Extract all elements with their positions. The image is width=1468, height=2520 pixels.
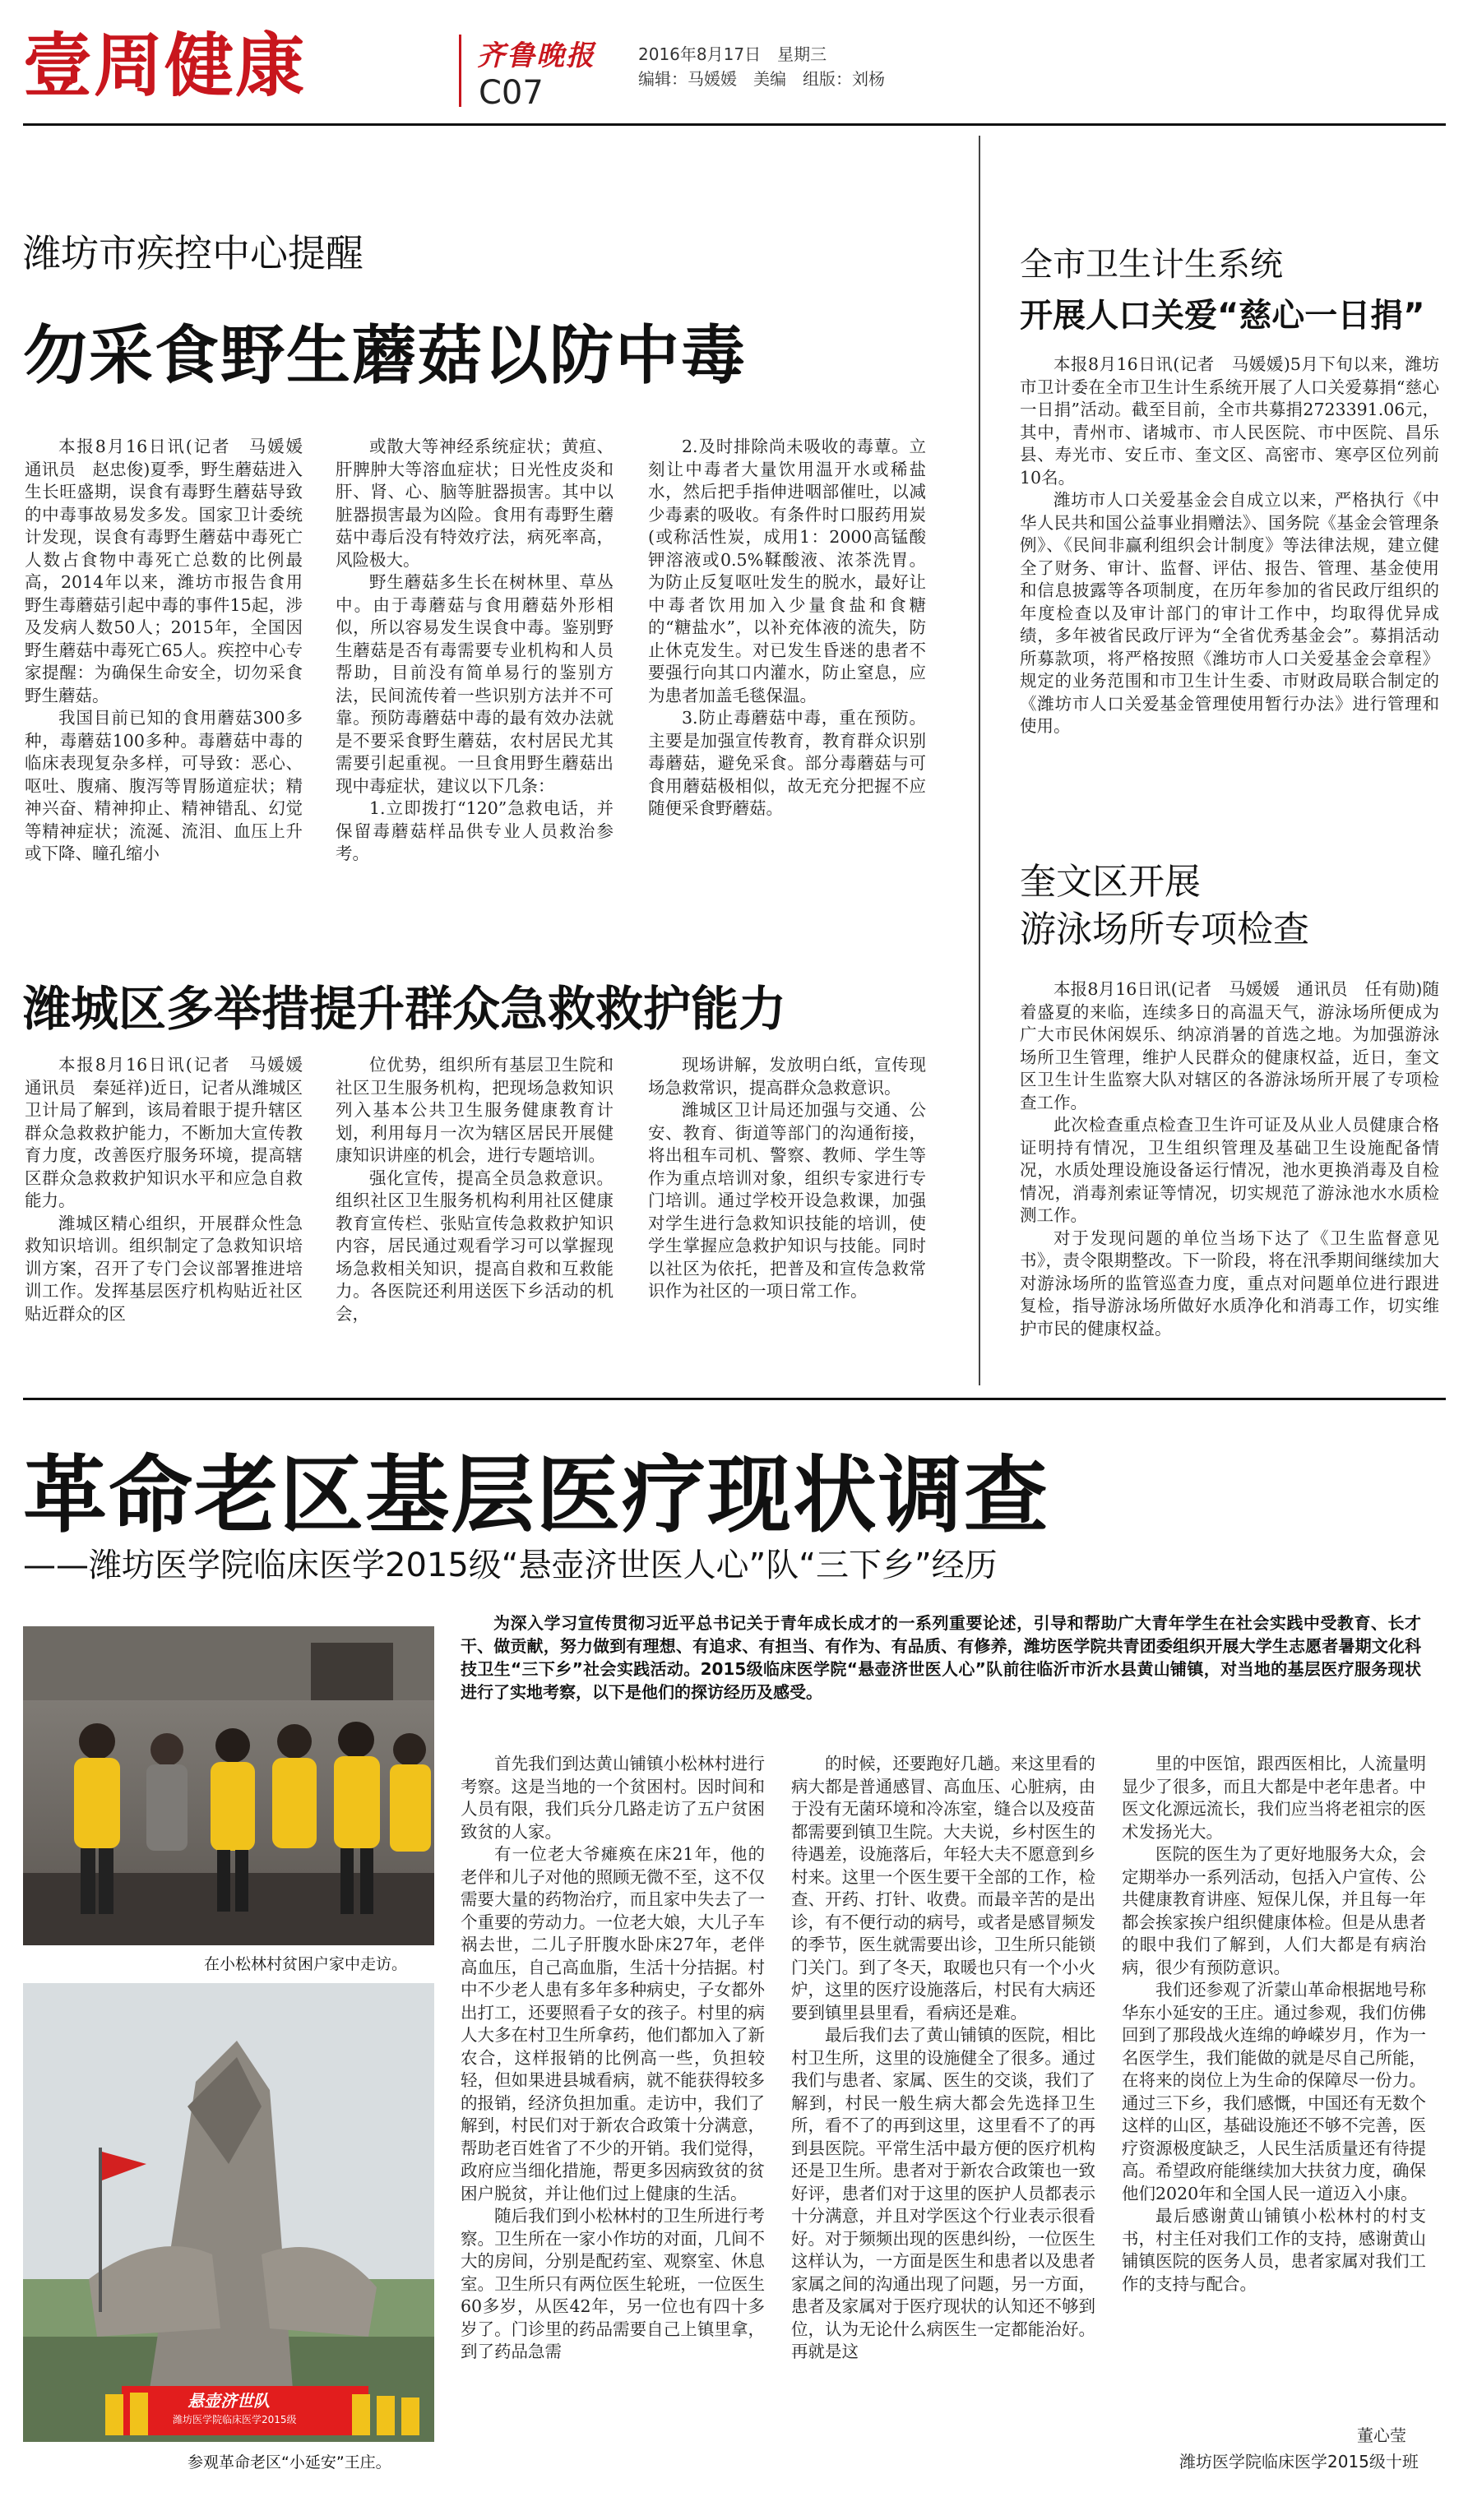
paragraph: 潍城区卫计局还加强与交通、公安、教育、街道等部门的沟通衔接，将出租车司机、警察、教师、学生等作为重点培训对象，组织专家进行专门培训。通过学校开设急救课，加强对学生进行急救知识技能的培训，使学生掌握应急救护知识与技能。同时以社区为依托，把普及和宣传急救常识作为社区的一项日常工作。 [648, 1100, 926, 1301]
sidebar1-headline: 开展人口关爱“慈心一日捐” [1020, 297, 1425, 335]
feature-intro [461, 1611, 1421, 1704]
feature-column-1 [461, 1753, 765, 2476]
byline-name: 董心莹 [1357, 2425, 1406, 2445]
paragraph: 最后感谢黄山铺镇小松林村的村支书，村主任对我们工作的支持，感谢黄山铺镇医院的医务人员，患者家属对我们工作的支持与配合。 [1122, 2206, 1426, 2294]
paragraph: 3.防止毒蘑菇中毒，重在预防。主要是加强宣传教育，教育群众识别毒蘑菇，避免采食。部分毒蘑菇与可食用蘑菇极相似，故无充分把握不应随便采食野蘑菇。 [648, 708, 926, 818]
section-title: 壹周健康 [23, 25, 307, 106]
sidebar2-headline: 游泳场所专项检查 [1020, 909, 1309, 950]
banner-text: 悬壶济世队 [188, 2391, 270, 2411]
paragraph: 潍城区精心组织，开展群众性急救知识培训。组织制定了急救知识培训方案，召开了专门会议部署推进培训工作。发挥基层医疗机构贴近社区贴近群众的区 [25, 1213, 303, 1324]
sidebar1-body [1020, 354, 1439, 814]
editors-line: 编辑：马媛媛 美编 组版：刘杨 [638, 69, 885, 89]
paragraph: 此次检查重点检查卫生许可证及从业人员健康合格证明持有情况，卫生组织管理及基础卫生设施配备情况，水质处理设施设备运行情况，池水更换消毒及自检情况，消毒剂索证等情况，切实规范了游泳池水水质检测工作。 [1020, 1115, 1439, 1225]
article2-column-1 [25, 1054, 320, 1383]
article1-column-2 [336, 436, 614, 946]
paragraph: 医院的医生为了更好地服务大众，会定期举办一系列活动，包括入户宣传、公共健康教育讲座、短保儿保，并且每一年都会挨家挨户组织健康体检。但是从患者的眼中我们了解到，人们大都是有病治病，很少有预防意识。 [1122, 1844, 1426, 1977]
article1-column-3 [648, 436, 926, 946]
issue-date: 2016年8月17日 星期三 [638, 44, 827, 64]
paragraph: 有一位老大爷瘫痪在床21年，他的老伴和儿子对他的照顾无微不至，这不仅需要大量的药物治疗，而且家中失去了一个重要的劳动力。一位老大娘，大儿子车祸去世，二儿子肝腹水卧床27年，老伴高血压，自己高血脂，生活十分拮据。村中不少老人患有多年多种病史，子女都外出打工，还要照看子女的孩子。村里的病人大多在村卫生所拿药，他们都加入了新农合，这样报销的比例高一些，负担较轻，但如果进县城看病，就不能获得较多的报销，经济负担加重。走访中，我们了解到，村民们对于新农合政策十分满意，帮助老百姓省了不少的开销。我们觉得，政府应当细化措施，帮更多因病致贫的贫困户脱贫，并让他们过上健康的生活。 [461, 1844, 765, 2203]
column-divider [979, 136, 980, 1385]
sidebar2-body [1020, 978, 1439, 1381]
feature-column-3 [1122, 1753, 1426, 2411]
paragraph: 1.立即拨打“120”急救电话，并保留毒蘑菇样品供专业人员救治参考。 [336, 798, 614, 863]
article1-kicker: 潍坊市疾控中心提醒 [23, 231, 364, 275]
paragraph: 本报8月16日讯(记者 马媛媛 通讯员 任有勋)随着盛夏的来临，连续多日的高温天气，游泳场所便成为广大市民休闲娱乐、纳凉消暑的首选之地。为加强游泳场所卫生管理，维护人民群众的健康权益，近日，奎文区卫生计生监察大队对辖区的各游泳场所开展了专项检查工作。 [1020, 979, 1439, 1112]
paragraph: 野生蘑菇多生长在树林里、草丛中。由于毒蘑菇与食用蘑菇外形相似，所以容易发生误食中毒。鉴别野生蘑菇是否有毒需要专业机构和人员帮助，目前没有简单易行的鉴别方法，民间流传着一些识别方法并不可靠。预防毒蘑菇中毒的最有效办法就是不要采食野生蘑菇，农村居民尤其需要引起重视。一旦食用野生蘑菇出现中毒症状，建议以下几条： [336, 572, 614, 796]
paragraph: 为深入学习宣传贯彻习近平总书记关于青年成长成才的一系列重要论述，引导和帮助广大青年学生在社会实践中受教育、长才干、做贡献，努力做到有理想、有追求、有担当、有作为、有品质、有修养，潍坊医学院共青团委组织开展大学生志愿者暑期文化科技卫生“三下乡”社会实践活动。2015级临床医学院“悬壶济世医人心”队前往临沂市沂水县黄山铺镇，对当地的基层医疗服务现状进行了实地考察，以下是他们的探访经历及感受。 [461, 1613, 1421, 1702]
feature-headline: 革命老区基层医疗现状调查 [23, 1447, 1049, 1545]
sidebar1-kicker: 全市卫生计生系统 [1020, 246, 1283, 284]
paragraph: 本报8月16日讯(记者 马媛媛 通讯员 秦延祥)近日，记者从潍城区卫计局了解到，该局着眼于提升辖区群众急救救护能力，不断加大宣传教育力度，改善医疗服务环境，提高辖区群众急救救护知识水平和应急自救能力。 [25, 1055, 320, 1210]
paragraph: 首先我们到达黄山铺镇小松林村进行考察。这是当地的一个贫困村。因时间和人员有限，我们兵分几路走访了五户贫困致贫的人家。 [461, 1754, 765, 1842]
article2-column-3 [648, 1054, 926, 1383]
monument-photo [23, 1983, 434, 2442]
article2-column-2 [336, 1054, 614, 1383]
byline-org: 潍坊医学院临床医学2015级十班 [1179, 2452, 1419, 2471]
feature-column-2 [791, 1753, 1095, 2476]
paragraph: 我们还参观了沂蒙山革命根据地号称华东小延安的王庄。通过参观，我们仿佛回到了那段战火连绵的峥嵘岁月，作为一名医学生，我们能做的就是尽自己所能，在将来的岗位上为生命的保障尽一份力。通过三下乡，我们感慨，中国还有无数个这样的山区，基础设施还不够不完善，医疗资源极度缺乏，人民生活质量还有待提高。希望政府能继续加大扶贫力度，确保他们2020年和全国人民一道迈入小康。 [1122, 1980, 1426, 2203]
paragraph: 现场讲解，发放明白纸，宣传现场急救常识，提高群众急救意识。 [648, 1055, 926, 1098]
masthead-divider [459, 35, 461, 107]
banner-subtext: 潍坊医学院临床医学2015级 [173, 2414, 297, 2425]
masthead-rule [23, 123, 1446, 126]
article1-headline: 勿采食野生蘑菇以防中毒 [23, 319, 748, 393]
paragraph: 最后我们去了黄山铺镇的医院，相比村卫生所，这里的设施健全了很多。通过我们与患者、家属、医生的交谈，我们了解到，村民一般生病大都会先选择卫生所，看不了的再到这里，这里看不了的再到县医院。平常生活中最方便的医疗机构还是卫生所。患者对于新农合政策也一致好评，患者们对于这里的医护人员都表示十分满意，并且对学医这个行业表示很看好。对于频频出现的医患纠纷，一位医生这样认为，一方面是医生和患者以及患者家属之间的沟通出现了问题，另一方面，患者及家属对于医疗现状的认知还不够到位，认为无论什么病医生一定都能治好。再就是这 [791, 2025, 1095, 2361]
feature-subheadline: ——潍坊医学院临床医学2015级“悬壶济世医人心”队“三下乡”经历 [23, 1547, 998, 1584]
paragraph: 或散大等神经系统症状；黄疸、肝脾肿大等溶血症状；日光性皮炎和肝、肾、心、脑等脏器损害。其中以脏器损害最为凶险。食用有毒野生蘑菇中毒后没有特效疗法，病死率高，风险极大。 [336, 437, 614, 570]
article1-column-1 [25, 436, 320, 946]
paragraph: 位优势，组织所有基层卫生院和社区卫生服务机构，把现场急救知识列入基本公共卫生服务健康教育计划，利用每月一次为辖区居民开展健康知识讲座的机会，进行专题培训。 [336, 1055, 614, 1165]
monument-photo-caption: 参观革命老区“小延安”王庄。 [188, 2453, 391, 2471]
paragraph: 本报8月16日讯(记者 马媛媛)5月下旬以来，潍坊市卫计委在全市卫生计生系统开展了人口关爱募捐“慈心一日捐”活动。截至目前，全市共募捐2723391.06元，其中，青州市、诸城市、市人民医院、市中医院、昌乐县、寿光市、安丘市、奎文区、高密市、寒亭区位列前10名。 [1020, 354, 1439, 488]
paragraph: 潍坊市人口关爱基金会自成立以来，严格执行《中华人民共和国公益事业捐赠法》、国务院《基金会管理条例》、《民间非赢利组织会计制度》等法律法规，建立健全了财务、审计、监督、评估、报告、管理、基金使用和信息披露等各项制度，在历年参加的省民政厅组织的年度检查以及审计部门的审计工作中，均取得优异成绩，多年被省民政厅评为“全省优秀基金会”。募捐活动所募款项，将严格按照《潍坊市人口关爱基金会章程》规定的业务范围和市卫生计生委、市财政局联合制定的《潍坊市人口关爱基金管理使用暂行办法》进行管理和使用。 [1020, 490, 1439, 736]
feature-top-rule [23, 1398, 1446, 1400]
sidebar2-headline: 奎文区开展 [1020, 861, 1201, 903]
page-number: C07 [479, 74, 544, 112]
paper-logo: 齐鲁晚报 [477, 39, 595, 72]
visit-photo [23, 1626, 434, 1945]
paragraph: 对于发现问题的单位当场下达了《卫生监督意见书》，责令限期整改。下一阶段，将在汛季期间继续加大对游泳场所的监管巡查力度，重点对问题单位进行跟进复检，指导游泳场所做好水质净化和消毒工作，切实维护市民的健康权益。 [1020, 1228, 1439, 1339]
paragraph: 随后我们到小松林村的卫生所进行考察。卫生所在一家小作坊的对面，几间不大的房间，分别是配药室、观察室、休息室。卫生所只有两位医生轮班，一位医生60多岁，从医42年，另一位也有四十多岁了。门诊里的药品需要自己上镇里拿，到了药品急需 [461, 2206, 765, 2361]
visit-photo-caption: 在小松林村贫困户家中走访。 [204, 1955, 408, 1973]
paragraph: 2.及时排除尚未吸收的毒蕈。立刻让中毒者大量饮用温开水或稀盐水，然后把手指伸进咽部催吐，以减少毒素的吸收。有条件时口服药用炭(或称活性炭，成用1：2000高锰酸钾溶液或0.5%鞣酸液、浓茶洗胃。为防止反复呕吐发生的脱水，最好让中毒者饮用加入少量食盐和食糖的“糖盐水”，以补充体液的流失，防止休克发生。对已发生昏迷的患者不要强行向其口内灌水，防止窒息，应为患者加盖毛毯保温。 [648, 437, 926, 705]
paragraph: 我国目前已知的食用蘑菇300多种，毒蘑菇100多种。毒蘑菇中毒的临床表现复杂多样，可导致：恶心、呕吐、腹痛、腹泻等胃肠道症状；精神兴奋、精神抑止、精神错乱、幻觉等精神症状；流涎、流泪、血压上升或下降、瞳孔缩小 [25, 708, 303, 863]
paragraph: 本报8月16日讯(记者 马媛媛 通讯员 赵忠俊)夏季，野生蘑菇进入生长旺盛期，误食有毒野生蘑菇导致的中毒事故易发多发。国家卫计委统计发现，误食有毒野生蘑菇中毒死亡人数占食物中毒死亡总数的比例最高，2014年以来，潍坊市报告食用野生毒蘑菇引起中毒的事件15起，涉及发病人数50人；2015年，全国因野生蘑菇中毒死亡65人。疾控中心专家提醒：为确保生命安全，切勿采食野生蘑菇。 [25, 437, 320, 705]
paragraph: 的时候，还要跑好几趟。来这里看的病大都是普通感冒、高血压、心脏病，由于没有无菌环境和冷冻室，缝合以及疫苗都需要到镇卫生院。大夫说，乡村医生的待遇差，设施落后，年轻大夫不愿意到乡村来。这里一个医生要干全部的工作，检查、开药、打针、收费。而最辛苦的是出诊，有不便行动的病号，或者是感冒频发的季节，医生就需要出诊，卫生所只能锁门关门。到了冬天，取暖也只有一个小火炉，这里的医疗设施落后，村民有大病还要到镇里县里看，看病还是难。 [791, 1754, 1095, 2023]
paragraph: 里的中医馆，跟西医相比，人流量明显少了很多，而且大都是中老年患者。中医文化源远流长，我们应当将老祖宗的医术发扬光大。 [1122, 1754, 1426, 1842]
paragraph: 强化宣传，提高全员急救意识。组织社区卫生服务机构利用社区健康教育宣传栏、张贴宣传急救救护知识内容，居民通过观看学习可以掌握现场急救相关知识，提高自救和互救能力。各医院还利用送医下乡活动的机会， [336, 1168, 614, 1324]
article2-headline: 潍城区多举措提升群众急救救护能力 [23, 981, 787, 1037]
